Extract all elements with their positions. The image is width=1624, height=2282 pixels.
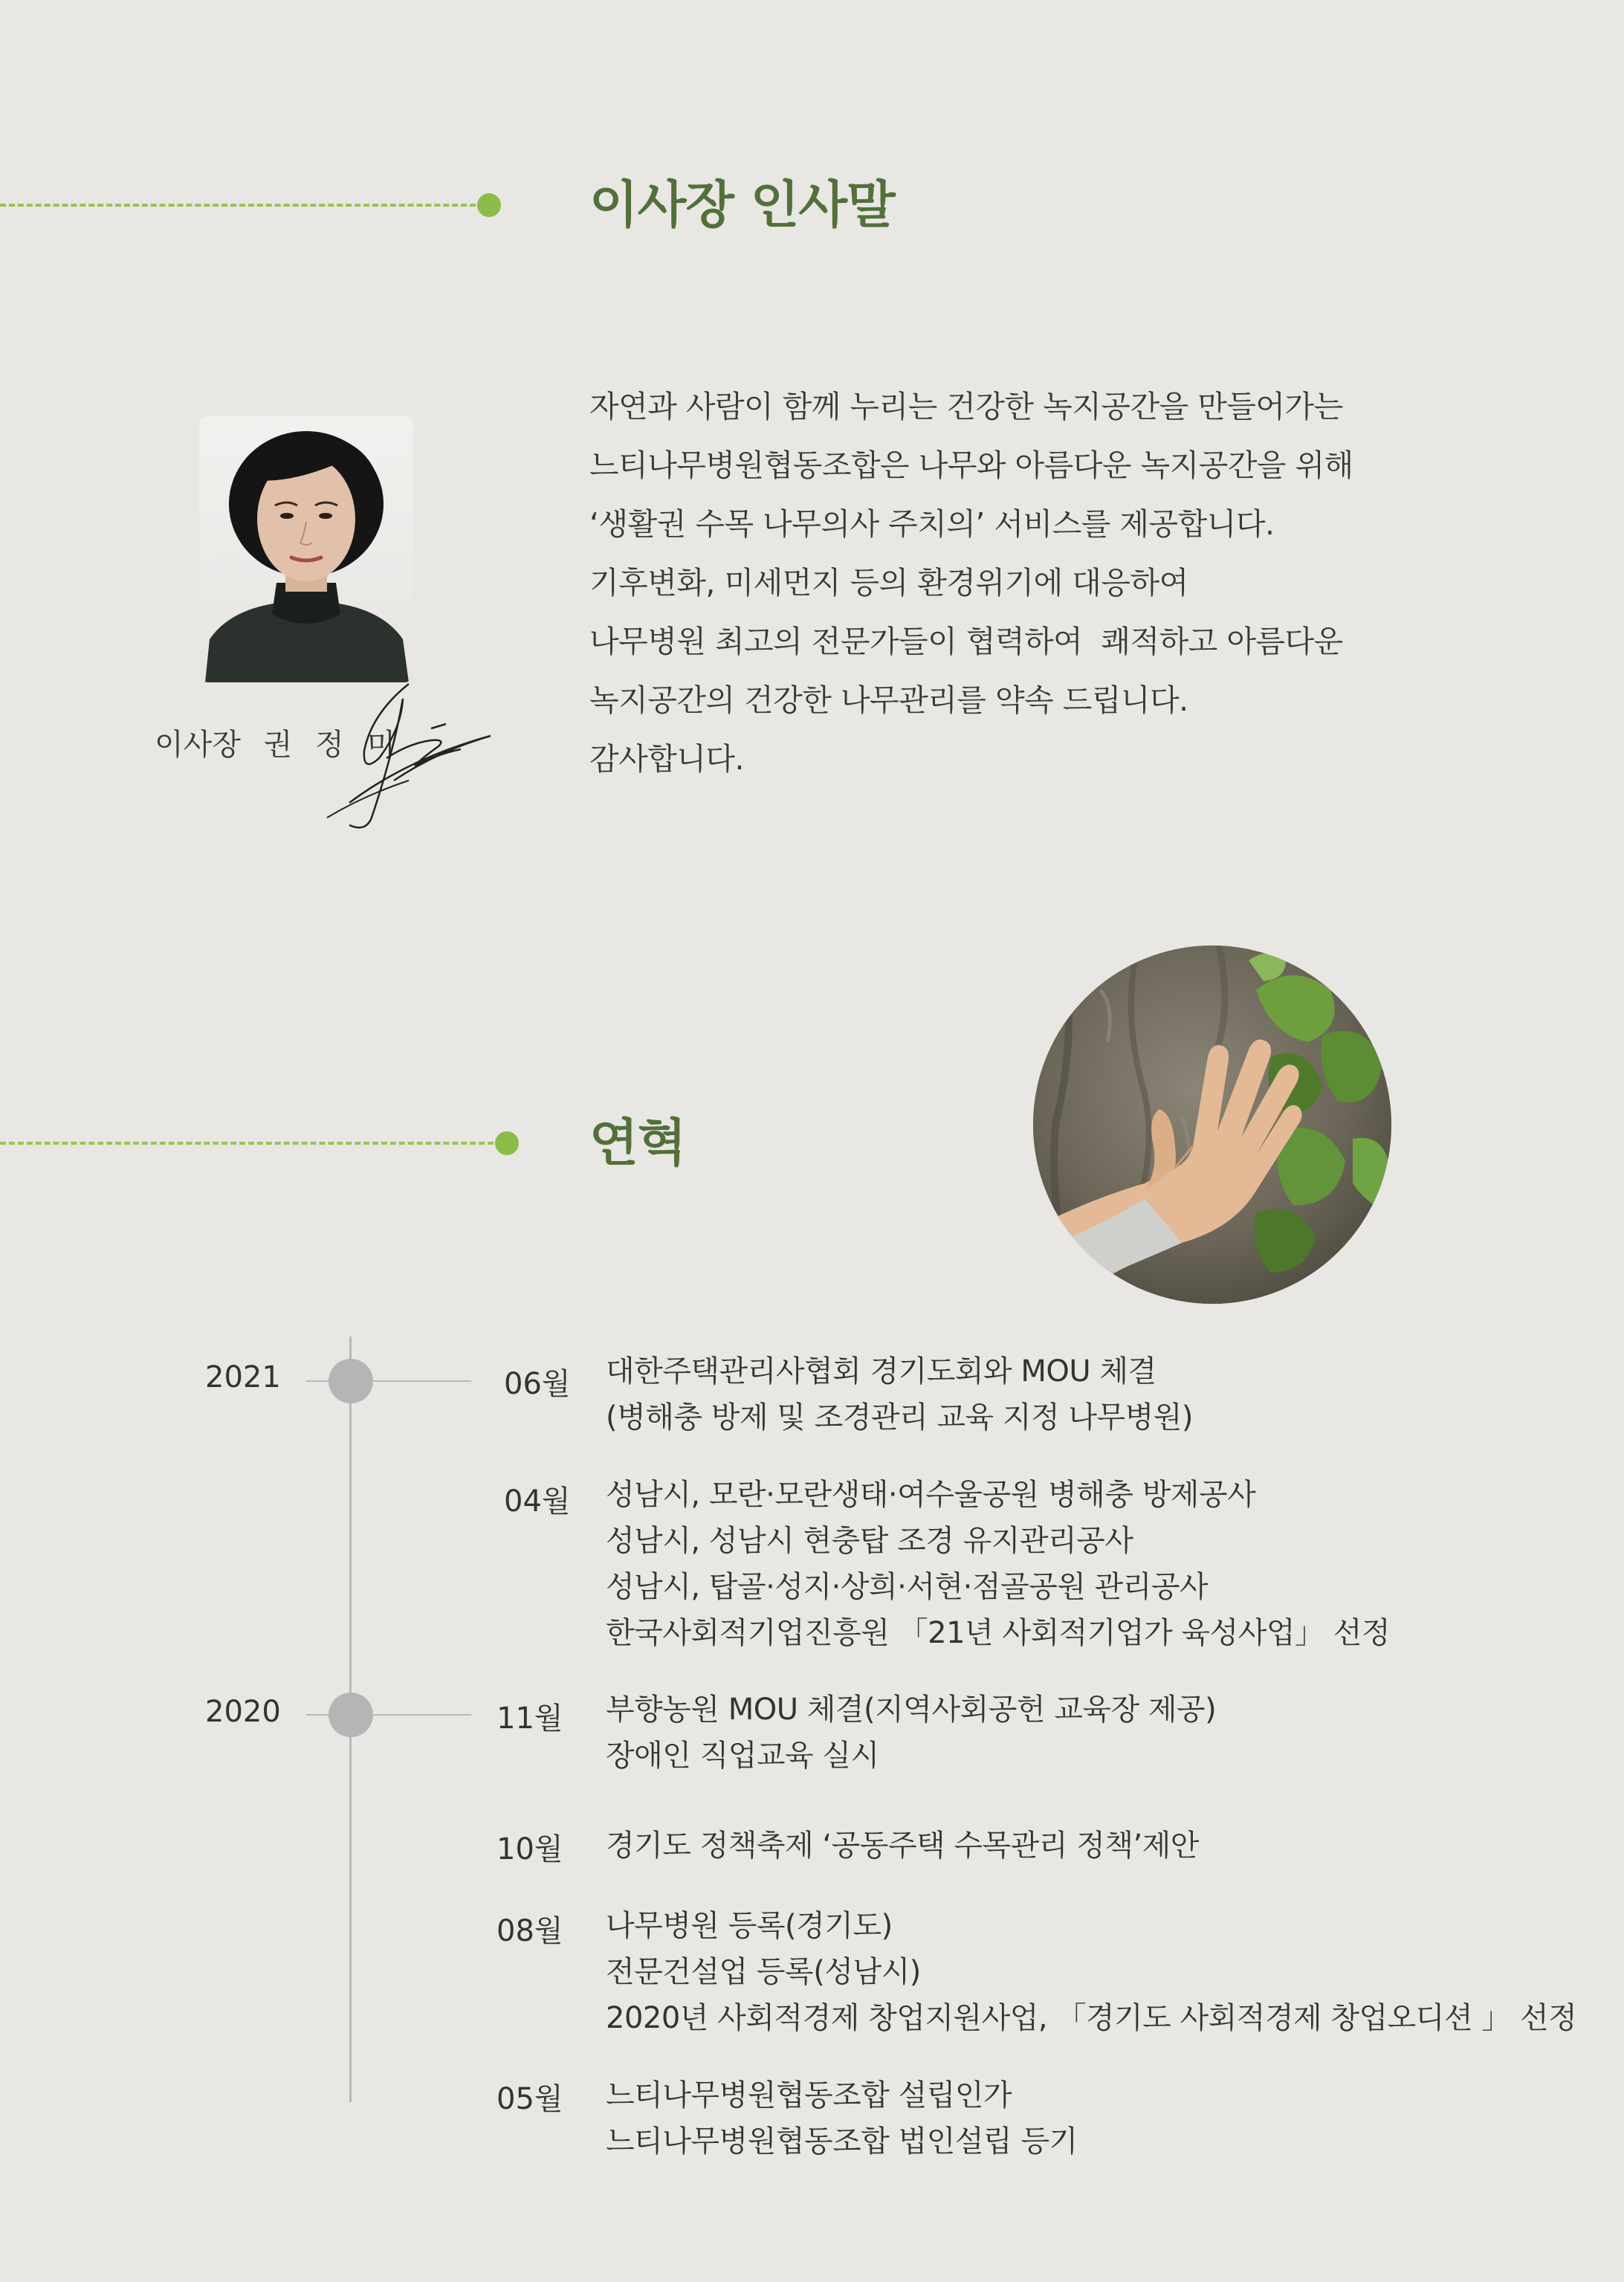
greeting-divider-line — [0, 204, 485, 207]
greeting-line: 자연과 사람이 함께 누리는 건강한 녹지공간을 만들어가는 — [589, 389, 1343, 424]
month-label: 06월 — [504, 1367, 571, 1401]
history-divider-line — [0, 1142, 502, 1145]
event-line: 한국사회적기업진흥원 「21년 사회적기업가 육성사업」 선정 — [606, 1616, 1390, 1650]
event-entry — [606, 2072, 1078, 2165]
event-line: 느티나무병원협동조합 설립인가 — [606, 2078, 1012, 2113]
greeting-line: 감사합니다. — [589, 741, 745, 777]
event-entry — [606, 1348, 1193, 1441]
event-line: 2020년 사회적경제 창업지원사업, 「경기도 사회적경제 창업오디션 」 선정 — [606, 2001, 1577, 2035]
event-line: 부향농원 MOU 체결(지역사회공헌 교육장 제공) — [606, 1693, 1217, 1727]
event-line: (병해충 방제 및 조경관리 교육 지정 나무병원) — [606, 1400, 1194, 1435]
month-label: 10월 — [496, 1832, 563, 1866]
event-line: 성남시, 성남시 현충탑 조경 유지관리공사 — [606, 1524, 1133, 1558]
signature-icon — [320, 669, 513, 840]
history-title: 연혁 — [589, 1114, 686, 1173]
event-line: 대한주택관리사협회 경기도회와 MOU 체결 — [606, 1354, 1156, 1389]
year-node-2020 — [329, 1693, 373, 1737]
event-entry — [606, 1903, 1576, 2041]
event-line: 전문건설업 등록(성남시) — [606, 1955, 921, 1989]
event-entry — [606, 1687, 1216, 1779]
greeting-divider-dot — [477, 193, 501, 217]
year-label-2021: 2021 — [205, 1360, 281, 1394]
month-label: 11월 — [496, 1701, 563, 1736]
month-label: 08월 — [496, 1914, 563, 1948]
greeting-line: 기후변화, 미세먼지 등의 환경위기에 대응하여 — [589, 565, 1188, 601]
greeting-title: 이사장 인사말 — [589, 176, 895, 235]
event-line: 경기도 정책축제 ‘공동주택 수목관리 정책’제안 — [606, 1829, 1199, 1863]
greeting-line: 녹지공간의 건강한 나무관리를 약속 드립니다. — [589, 682, 1188, 718]
hand-on-tree-photo — [1033, 946, 1391, 1304]
chairperson-portrait — [199, 416, 413, 682]
greeting-line: 나무병원 최고의 전문가들이 협력하여 쾌적하고 아름다운 — [589, 624, 1343, 659]
month-label: 04월 — [504, 1484, 571, 1519]
year-label-2020: 2020 — [205, 1695, 281, 1729]
greeting-line: 느티나무병원협동조합은 나무와 아름다운 녹지공간을 위해 — [589, 447, 1353, 483]
event-line: 나무병원 등록(경기도) — [606, 1909, 893, 1943]
event-entry — [606, 1472, 1390, 1656]
month-label: 05월 — [496, 2082, 563, 2116]
event-line: 성남시, 모란·모란생태·여수울공원 병해충 방제공사 — [606, 1478, 1256, 1512]
event-entry — [606, 1823, 1199, 1869]
year-node-2021 — [329, 1359, 373, 1403]
event-line: 장애인 직업교육 실시 — [606, 1739, 879, 1773]
event-line: 느티나무병원협동조합 법인설립 등기 — [606, 2124, 1078, 2159]
event-line: 성남시, 탑골·성지·상희·서현·점골공원 관리공사 — [606, 1570, 1209, 1604]
history-divider-dot — [495, 1131, 519, 1155]
greeting-message — [589, 378, 1556, 789]
chairperson-name: 이사장 권 정 미 — [155, 728, 395, 762]
greeting-line: ‘생활권 수목 나무의사 주치의’ 서비스를 제공합니다. — [589, 506, 1275, 542]
